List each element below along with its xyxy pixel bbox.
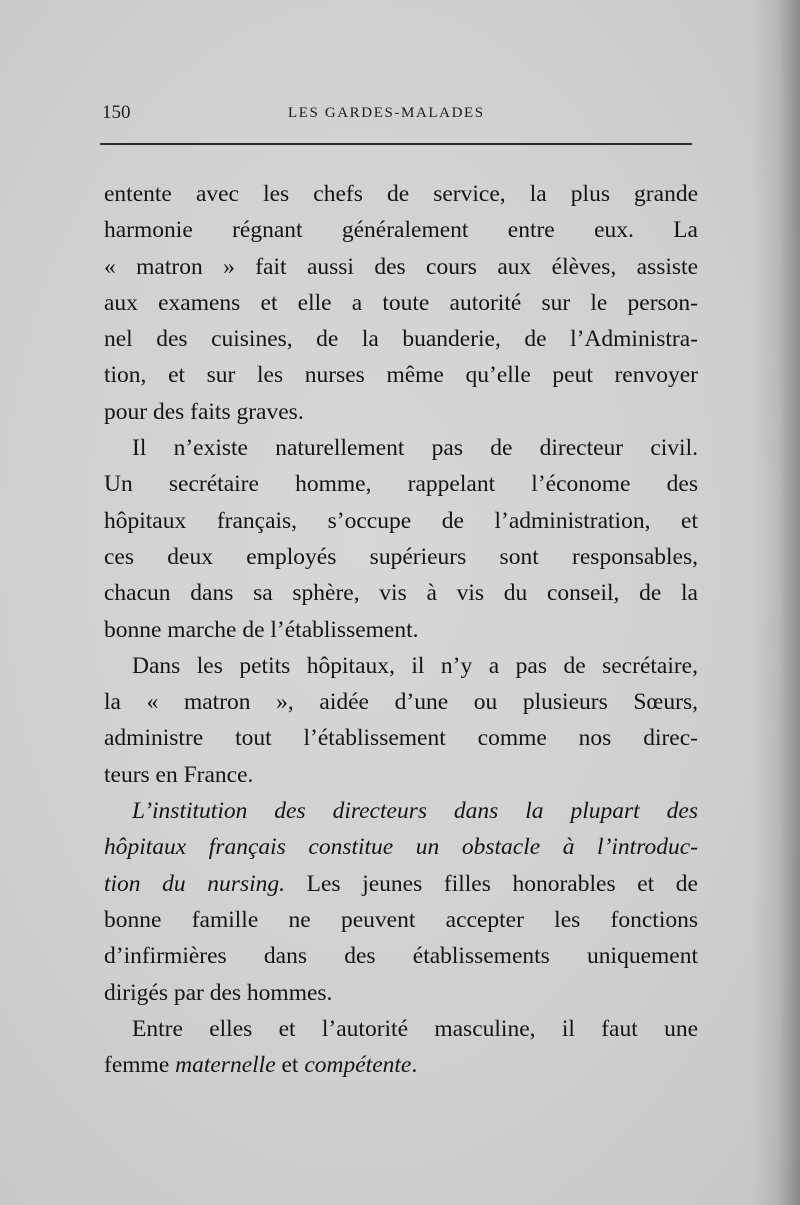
text-line: Dans les petits hôpitaux, il n’y a pas de secrétaire,: [132, 652, 698, 679]
header-rule: [100, 143, 692, 145]
text-line: dirigés par des hommes.: [104, 979, 333, 1006]
italic-text: L’institution des directeurs dans la plupart des: [132, 798, 698, 825]
text-line: [104, 829, 698, 865]
paragraph-1: [104, 176, 698, 430]
running-head: LES GARDES-MALADES: [288, 105, 485, 121]
roman-text: Les jeunes filles honorables et de: [285, 870, 698, 897]
text-line: bonne famille ne peuvent accepter les fonctions: [104, 906, 698, 933]
paragraph-2: [104, 430, 698, 648]
text-line: hôpitaux français, s’occupe de l’administration, et: [104, 507, 698, 534]
text-line: administre tout l’établissement comme nos direc-: [104, 725, 698, 752]
text-line: harmonie régnant généralement entre eux. La: [104, 217, 698, 244]
text-line: entente avec les chefs de service, la plus grande: [104, 181, 698, 207]
text-line: « matron » fait aussi des cours aux élèves, assiste: [104, 253, 698, 280]
italic-text: maternelle: [175, 1052, 276, 1079]
text-line: Il n’existe naturellement pas de directeur civil.: [132, 435, 698, 462]
text-line: [104, 793, 698, 829]
italic-text: compétente: [304, 1052, 412, 1079]
page-header: [100, 100, 700, 128]
text-line: d’infirmières dans des établissements uniquement: [104, 943, 698, 970]
text-line: ces deux employés supérieurs sont responsables,: [104, 543, 698, 570]
text-line: nel des cuisines, de la buanderie, de l’Administra-: [104, 326, 698, 353]
italic-text: tion du nursing.: [104, 870, 286, 897]
roman-text: .: [411, 1052, 418, 1079]
text-line: Un secrétaire homme, rappelant l’économe des: [104, 471, 698, 498]
text-line: [104, 1047, 698, 1083]
text-line: la « matron », aidée d’une ou plusieurs Sœurs,: [104, 689, 698, 716]
text-line: Entre elles et l’autorité masculine, il faut une: [132, 1015, 698, 1042]
roman-text: femme: [104, 1052, 176, 1079]
paragraph-3: [104, 648, 698, 793]
text-line: teurs en France.: [104, 761, 254, 788]
italic-text: hôpitaux français constitue un obstacle à l’introduc-: [104, 834, 698, 861]
text-line: tion, et sur les nurses même qu’elle peut renvoyer: [104, 362, 698, 389]
text-line: pour des faits graves.: [104, 398, 304, 425]
page-edge-shadow: [752, 0, 800, 1205]
text-line: aux examens et elle a toute autorité sur le person-: [104, 289, 698, 316]
text-line: bonne marche de l’établissement.: [104, 616, 419, 643]
paragraph-4: [104, 793, 698, 1011]
text-line: chacun dans sa sphère, vis à vis du conseil, de la: [104, 580, 698, 607]
page-number: 150: [102, 102, 131, 123]
roman-text: et: [275, 1052, 305, 1079]
paragraph-5: [104, 1011, 698, 1084]
body-text: [104, 176, 698, 1083]
text-line: [104, 866, 698, 902]
